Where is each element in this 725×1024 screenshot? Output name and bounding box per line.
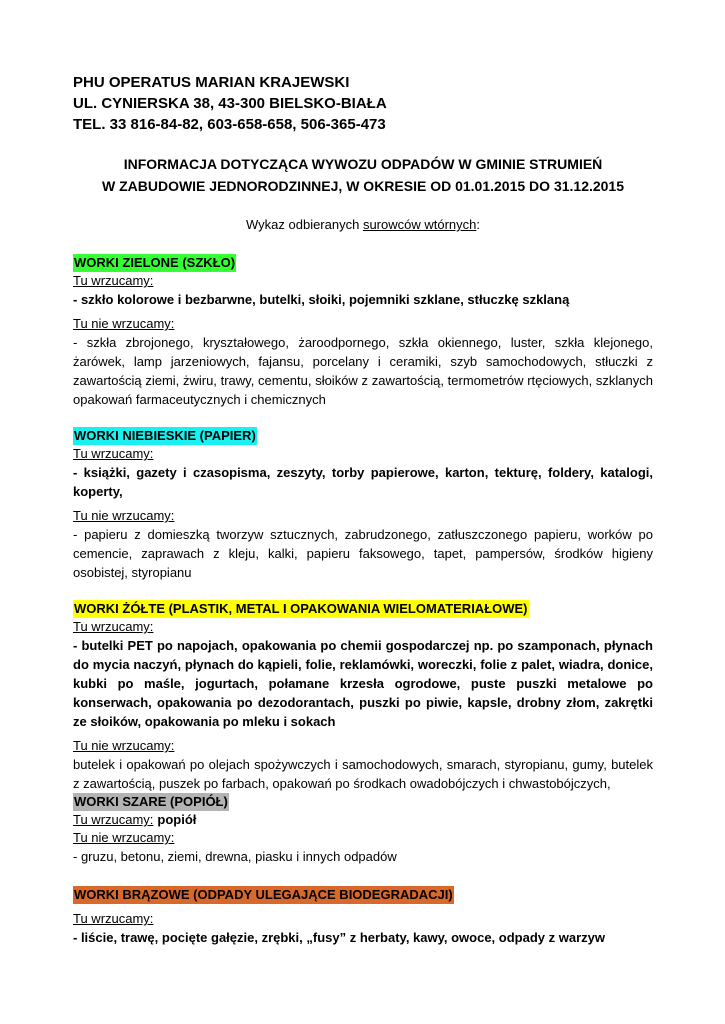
- label-in: Tu wrzucamy:: [73, 273, 154, 288]
- section-green: [73, 254, 653, 409]
- section-out-text: butelek i opakowań po olejach spożywczych i samochodowych, smarach, styropianu, gumy, butelek z zawartością, puszek po farbach, opakowań po środkach owadobójczych i chwastobójczych,: [73, 757, 653, 791]
- subheading-underlined: surowców wtórnych: [362, 217, 477, 232]
- section-in-text: - szkło kolorowe i bezbarwne, butelki, słoiki, pojemniki szklane, stłuczkę szklaną: [73, 292, 570, 307]
- section-in-text: - książki, gazety i czasopisma, zeszyty, torby papierowe, karton, tekturę, foldery, katalogi, koperty,: [73, 465, 653, 499]
- section-gray: [73, 793, 653, 866]
- section-out-text: - szkła zbrojonego, kryształowego, żaroodpornego, szkła okiennego, luster, szkła klejonego, żarówek, lamp jarzeniowych, fajansu, porcelany i ceramiki, szyb samochodowych, stłuczki z zawartością ziemi, żwiru, trawy, cementu, słoików z zawartością, termometrów rtęciowych, szklanych opakowań farmaceutycznych i chemicznych: [73, 335, 653, 407]
- section-title-blue: WORKI NIEBIESKIE (PAPIER): [74, 428, 256, 443]
- section-in-text: - butelki PET po napojach, opakowania po chemii gospodarczej np. po szamponach, płynach do mycia naczyń, płynach do kąpieli, folie, reklamówki, woreczki, folie z palet, wiadra, donice, kubki po maśle, jogurtach, połamane krzesła ogrodowe, puste puszki metalowe po konserwach, opakowania po dezodorantach, puszki po piwie, kapsle, drobny złom, zakrętki ze słoików, opakowania po mleku i sokach: [73, 638, 653, 729]
- gray-in-row: [73, 811, 653, 829]
- label-out: Tu nie wrzucamy:: [73, 738, 175, 753]
- heading-line-2: W ZABUDOWIE JEDNORODZINNEJ, W OKRESIE OD 01.01.2015 DO 31.12.2015: [101, 178, 625, 194]
- section-brown: [73, 886, 653, 947]
- document-page: [73, 72, 653, 947]
- subheading-prefix: Wykaz odbieranych: [246, 217, 363, 232]
- subheading: [73, 217, 653, 232]
- subheading-suffix: :: [476, 217, 480, 232]
- document-heading: [73, 153, 653, 197]
- section-in-text: - liście, trawę, pocięte gałęzie, zrębki, „fusy” z herbaty, kawy, owoce, odpady z warzyw: [73, 930, 605, 945]
- section-title-green: WORKI ZIELONE (SZKŁO): [74, 255, 236, 270]
- label-in: Tu wrzucamy:: [73, 619, 154, 634]
- label-out: Tu nie wrzucamy:: [73, 316, 175, 331]
- label-in: Tu wrzucamy:: [73, 812, 154, 827]
- company-phone: TEL. 33 816-84-82, 603-658-658, 506-365-473: [73, 116, 386, 133]
- section-out-text: - papieru z domieszką tworzyw sztucznych, zabrudzonego, zatłuszczonego papieru, worków po cemencie, zaprawach z kleju, kalki, papieru faksowego, tapet, pampersów, środków higieny osobistej, styropianu: [73, 527, 653, 580]
- section-out-text: - gruzu, betonu, ziemi, drewna, piasku i innych odpadów: [73, 849, 397, 864]
- section-title-brown: WORKI BRĄZOWE (ODPADY ULEGAJĄCE BIODEGRADACJI): [74, 887, 453, 902]
- label-in: Tu wrzucamy:: [73, 911, 154, 926]
- label-in: Tu wrzucamy:: [73, 446, 154, 461]
- section-blue: [73, 427, 653, 582]
- company-name: PHU OPERATUS MARIAN KRAJEWSKI: [73, 74, 350, 91]
- company-header: [73, 72, 653, 135]
- company-address: UL. CYNIERSKA 38, 43-300 BIELSKO-BIAŁA: [73, 95, 387, 112]
- label-out: Tu nie wrzucamy:: [73, 830, 175, 845]
- section-title-yellow: WORKI ŻÓŁTE (PLASTIK, METAL I OPAKOWANIA WIELOMATERIAŁOWE): [74, 601, 528, 616]
- label-out: Tu nie wrzucamy:: [73, 508, 175, 523]
- section-in-text: popiół: [157, 812, 197, 827]
- section-yellow: [73, 600, 653, 793]
- heading-line-1: INFORMACJA DOTYCZĄCA WYWOZU ODPADÓW W GMINIE STRUMIEŃ: [123, 156, 603, 172]
- section-title-gray: WORKI SZARE (POPIÓŁ): [74, 794, 228, 809]
